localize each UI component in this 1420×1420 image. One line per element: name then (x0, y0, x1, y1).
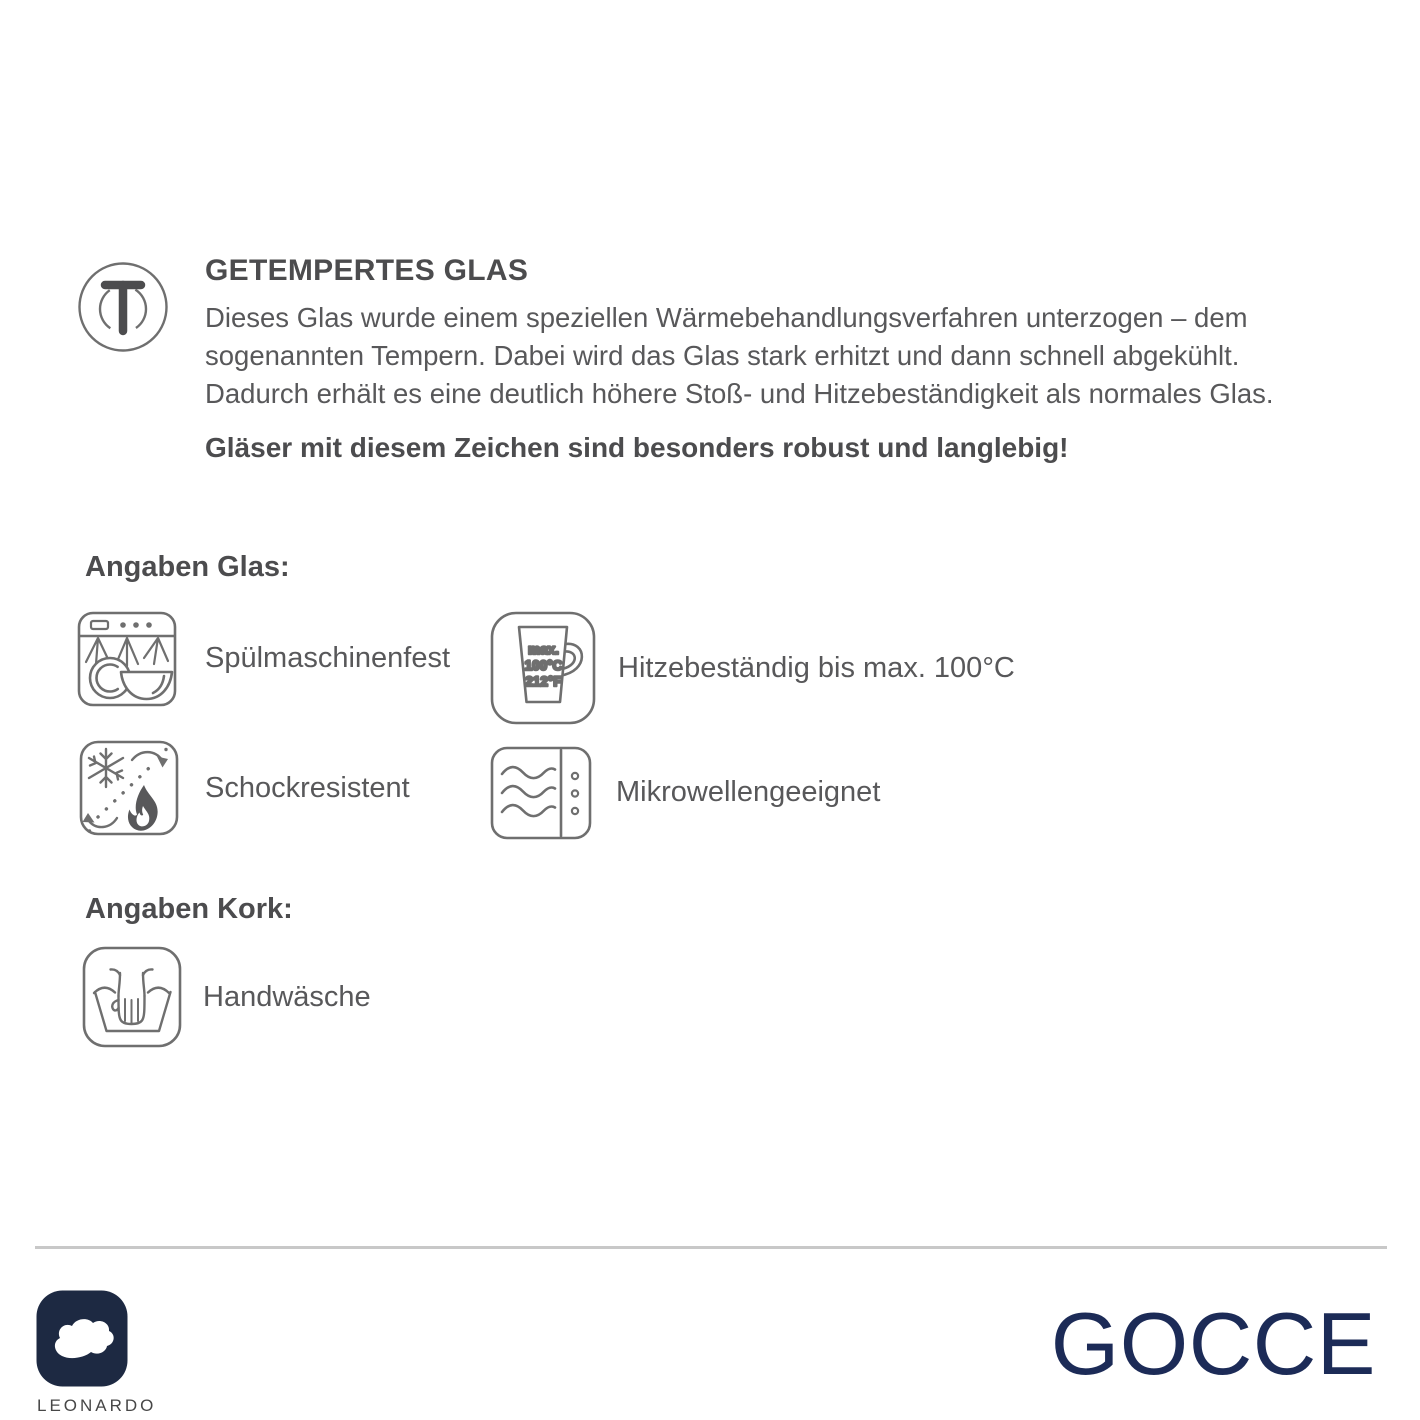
care-label: Schockresistent (205, 771, 410, 804)
care-label: Mikrowellengeeignet (616, 775, 881, 808)
brand-logo-block (36, 1290, 156, 1416)
brand-name: LEONARDO (37, 1396, 157, 1415)
hand-wash-icon (80, 944, 184, 1050)
care-label: Handwäsche (203, 980, 371, 1013)
care-item-handwash (80, 944, 371, 1050)
care-item-heat (488, 608, 1015, 728)
tempered-description-line: Dadurch erhält es eine deutlich höhere Stoß- und Hitzebeständigkeit als normales Glas. (205, 378, 1274, 409)
cork-section-heading: Angaben Kork: (85, 893, 293, 925)
dishwasher-safe-icon (75, 606, 179, 710)
tempered-title: GETEMPERTES GLAS (205, 254, 529, 287)
care-label: Spülmaschinenfest (205, 641, 451, 674)
tempered-description-line: Dieses Glas wurde einem speziellen Wärmebehandlungsverfahren unterzogen – dem (205, 302, 1248, 333)
footer-divider (35, 1246, 1387, 1249)
mug-label-fahrenheit: 212°F (525, 674, 562, 689)
care-item-shock (77, 736, 410, 840)
glass-section-heading: Angaben Glas: (85, 551, 290, 583)
product-name: GOCCE (1050, 1294, 1376, 1393)
tempered-glass-icon (76, 260, 170, 354)
microwave-safe-icon (489, 740, 593, 844)
care-item-microwave (489, 740, 880, 844)
care-label: Hitzebeständig bis max. 100°C (618, 651, 1015, 684)
care-item-dishwasher (75, 606, 450, 710)
tempered-highlight: Gläser mit diesem Zeichen sind besonders robust und langlebig! (205, 432, 1069, 463)
tempered-description-line: sogenannten Tempern. Dabei wird das Glas stark erhitzt und dann schnell abgekühlt. (205, 340, 1240, 371)
leonardo-cloud-logo-icon (36, 1290, 128, 1387)
mug-label-celsius: 100°C (524, 658, 563, 673)
mug-label-max: max. (528, 642, 559, 657)
shock-resistant-icon (77, 736, 181, 840)
heat-resistant-icon (488, 608, 598, 728)
tempered-glass-block (205, 253, 1395, 464)
